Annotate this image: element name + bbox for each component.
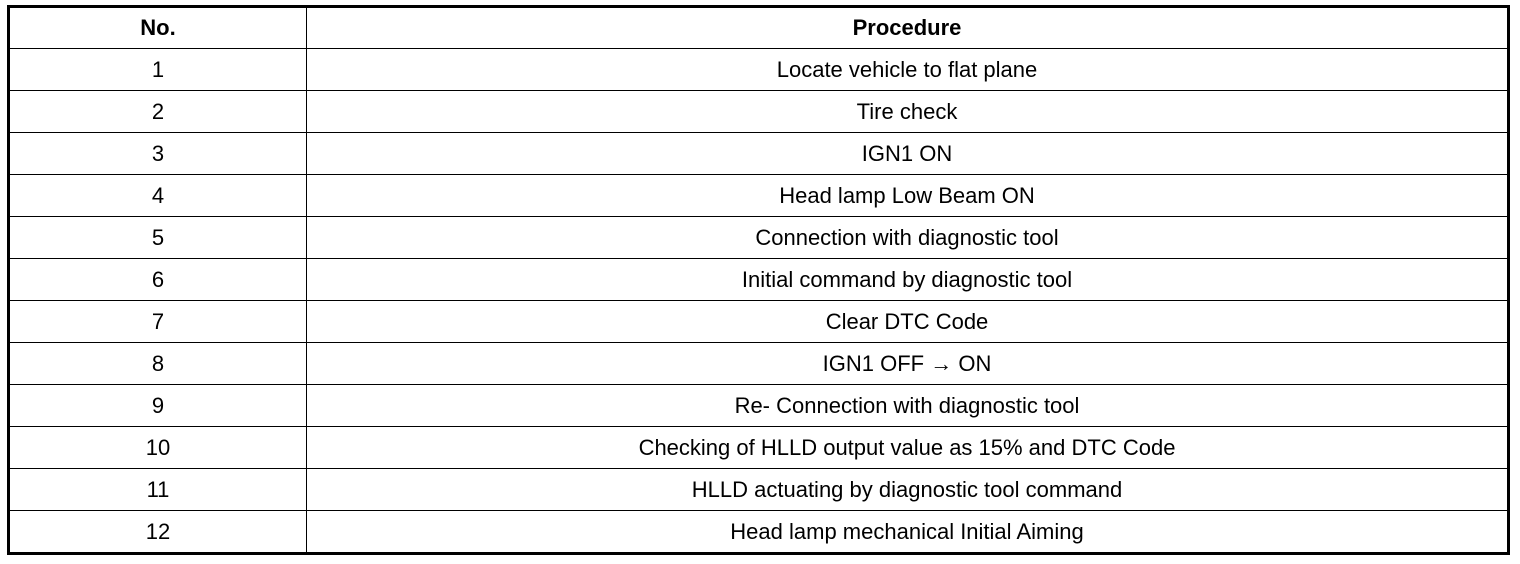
row-number: 9: [9, 385, 307, 427]
table-row: [9, 343, 1509, 385]
row-procedure: Head lamp mechanical Initial Aiming: [307, 511, 1509, 554]
table-row: [9, 175, 1509, 217]
table-row: [9, 385, 1509, 427]
row-procedure: HLLD actuating by diagnostic tool command: [307, 469, 1509, 511]
row-procedure: Tire check: [307, 91, 1509, 133]
row-number: 1: [9, 49, 307, 91]
row-number: 3: [9, 133, 307, 175]
row-procedure: IGN1 ON: [307, 133, 1509, 175]
row-number: 11: [9, 469, 307, 511]
table-row: [9, 511, 1509, 554]
row-procedure: Head lamp Low Beam ON: [307, 175, 1509, 217]
procedure-table: [7, 5, 1510, 555]
header-procedure: Procedure: [307, 7, 1509, 49]
table-row: [9, 259, 1509, 301]
row-procedure: Checking of HLLD output value as 15% and DTC Code: [307, 427, 1509, 469]
table-row: [9, 427, 1509, 469]
header-no: No.: [9, 7, 307, 49]
table-header-row: [9, 7, 1509, 49]
table-row: [9, 133, 1509, 175]
row-procedure: Connection with diagnostic tool: [307, 217, 1509, 259]
table-row: [9, 91, 1509, 133]
row-procedure: Clear DTC Code: [307, 301, 1509, 343]
row-number: 4: [9, 175, 307, 217]
table-row: [9, 469, 1509, 511]
row-number: 6: [9, 259, 307, 301]
row-procedure: Locate vehicle to flat plane: [307, 49, 1509, 91]
row-number: 7: [9, 301, 307, 343]
row-number: 10: [9, 427, 307, 469]
table-row: [9, 217, 1509, 259]
row-procedure: Initial command by diagnostic tool: [307, 259, 1509, 301]
row-number: 12: [9, 511, 307, 554]
row-number: 5: [9, 217, 307, 259]
table-row: [9, 301, 1509, 343]
row-number: 8: [9, 343, 307, 385]
row-procedure: IGN1 OFF → ON: [307, 343, 1509, 385]
table-row: [9, 49, 1509, 91]
procedure-table-container: [7, 5, 1507, 555]
row-procedure: Re- Connection with diagnostic tool: [307, 385, 1509, 427]
row-number: 2: [9, 91, 307, 133]
